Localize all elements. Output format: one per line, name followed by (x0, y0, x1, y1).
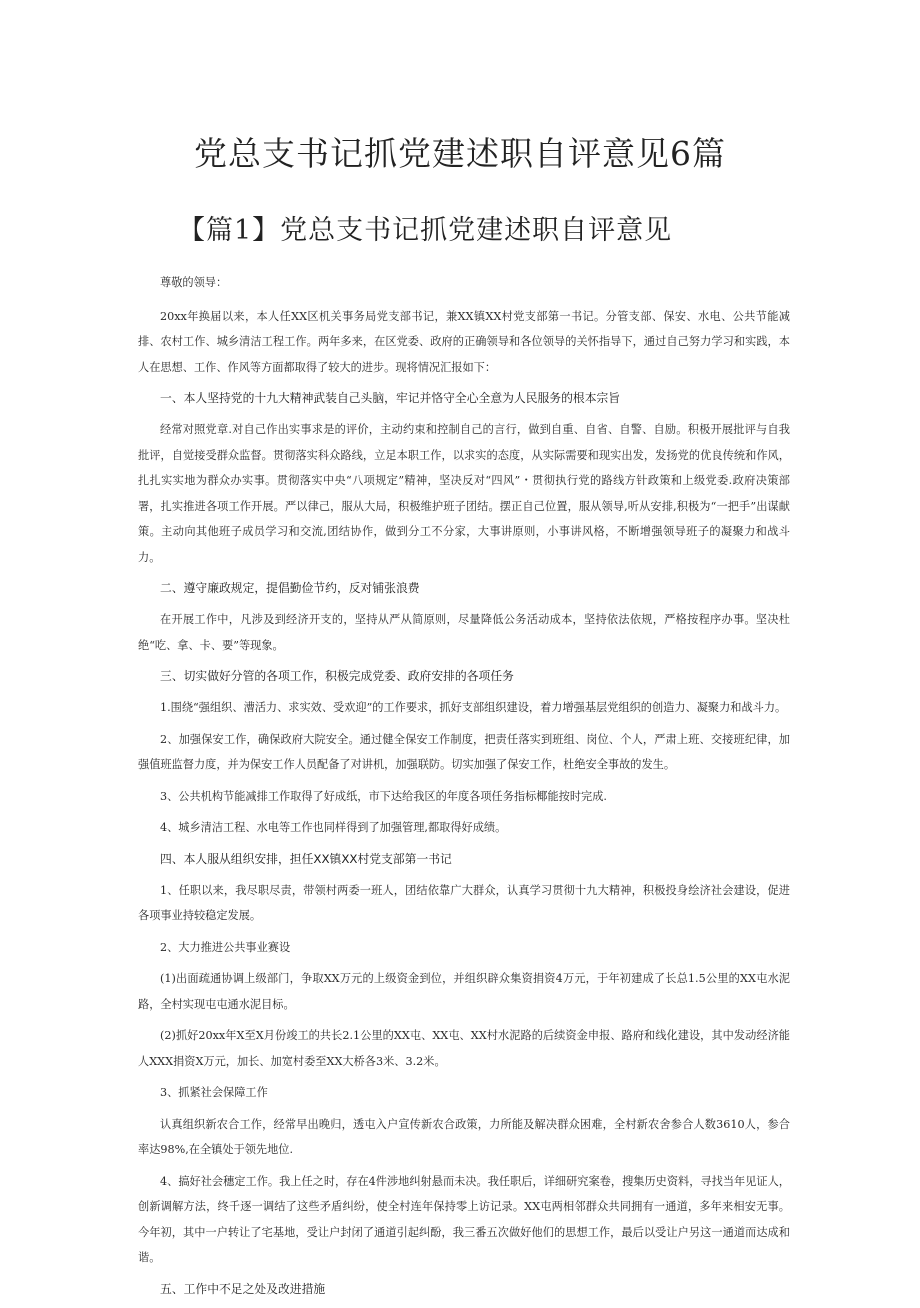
section-heading-1: 一、本人坚持党的十九大精神武装自己头脑，牢记并恪守全心全意为人民服务的根本宗旨 (160, 391, 621, 405)
section-heading-3: 三、切实做好分管的各项工作，积极完成党委、政府安排的各项任务 (160, 669, 514, 683)
document-body (138, 270, 790, 1308)
section-3-item-2: 2、加强保安工作，确保政府大院安全。通过健全保安工作制度，把责任落实到班组、岗位、个人，严肃上班、交接班纪律，加强值班监督力度，并为保安工作人员配备了对讲机，加强联防。切实加强了保安工作，杜绝安全事故的发生。 (138, 732, 790, 771)
section-4-item-1: 1、任职以来，我尽职尽责，带领村两委一班人，团结依靠广大群众，认真学习贯彻十九大精神，积极投身绘济社会建设，促进各项事业持较稳定发展。 (138, 883, 790, 922)
section-4-subheading-3: 3、抓紧社会保障工作 (160, 1086, 268, 1099)
section-heading-4: 四、本人服从组织安排，担任XX镇XX村党支部第一书记 (160, 851, 452, 866)
chapter-title: 【篇1】党总支书记抓党建述职自评意见 (178, 215, 673, 246)
document-title: 党总支书记抓党建述职自评意见6篇 (194, 134, 726, 173)
section-2-paragraph: 在开展工作中，凡涉及到经济开支的，坚持从严从简原则，尽量降低公务活动成本，坚持依法依规，严格按程序办事。坚决杜绝“吃、拿、卡、要”等现象。 (138, 613, 790, 652)
section-4-item-4: 4、搞好社会穗定工作。我上任之时，存在4件涉地纠射悬而未决。我任职后，详细研究案卷，搜集历史资料，寻找当年见证人，创新调解方法，终千逐一调结了这些矛盾纠纷，使全村连年保持零上访记录。XX屯两相邻群众共同拥有一通道，多年来相安无事。今年初，其中一户转让了宅基地，受让户封闭了通道引起纠酚，我三番五次做好他们的思想工作，最后以受让户另这一通道而达成和谐。 (138, 1174, 790, 1264)
section-4-item-2-2: (2)抓好20xx年X至X月份竣工的共长2.1公里的XX屯、XX屯、XX村水泥路的后续资金申报、路府和线化建设，其中发动经济能人XXX捐资X万元，加长、加宽村委至XX大桥各3米、3.2米。 (138, 1029, 790, 1068)
section-1-paragraph: 经常对照党章.对自己作出实事求是的评价，主动约束和控制自己的言行，做到自重、自省、自警、自励。积极开展批评与自我批评，自觉接受群众监督。贯彻落实科众路线，立足本职工作，以求实的态度，从实际需要和现实出发，发扬党的优良传统和作风，扎扎实实地为群众办实事。贯彻落实中央“八项规定”精神，坚决反对“四风”・贯彻执行党的路线方针政策和上级党委.政府决策部署，扎实推进各项工作开展。严以律己，服从大局，积极维护班子团结。摆正自己位置，服从领导,听从安排,积极为“一把手”出谋献策。主动向其他班子成员学习和交流,团结协作，做到分工不分家，大事讲原则，小事讲风格，不断增强领导班子的凝聚力和战斗力。 (138, 423, 790, 564)
section-heading-2: 二、遵守廉政规定，提倡勤俭节约，反对铺张浪费 (160, 581, 420, 595)
section-3-item-1: 1.围绕“强组织、漕活力、求实效、受欢迎”的工作要求，抓好支部组织建设，着力增强基层党组织的创造力、凝聚力和战斗力。 (160, 701, 787, 714)
section-3-item-4: 4、城乡清洁工程、水电等工作也同样得到了加强管理,都取得好成绩。 (160, 821, 507, 834)
section-4-item-2-1: (1)出面疏通协调上级部门，争取XX万元的上级资金到位，并组织辟众集资捐资4万元，于年初建成了长总1.5公里的XX屯水泥路，全村实现屯屯通水泥目标。 (138, 972, 790, 1011)
section-3-item-3: 3、公共机构节能减排工作取得了好成纸，市下达给我区的年度各项任务指标椰能按时完成. (160, 789, 607, 803)
section-heading-5: 五、工作中不足之处及改进措施 (160, 1281, 326, 1296)
section-4-item-3: 认真组织新农合工作，经常早出晚归，透屯入户宣传新农合政策，力所能及解决群众困难，全村新农舍参合人数3610人，参合率达98%,在全镇处于领先地位. (138, 1117, 790, 1156)
intro-paragraph: 20xx年换届以来，本人任XX区机关事务局党支部书记，兼XX镇XX村党支部第一书记。分管支部、保安、水电、公共节能减排、农村工作、城乡清洁工程工作。两年多来，在区党委、政府的正确领导和各位领导的关怀指导下，通过自己努力学习和实践，本人在思想、工作、作风等方面都取得了较大的进步。现将情况汇报如下： (138, 309, 790, 374)
salutation: 尊敬的领导： (160, 276, 228, 289)
section-4-subheading-2: 2、大力推进公共事业赛设 (160, 940, 291, 954)
